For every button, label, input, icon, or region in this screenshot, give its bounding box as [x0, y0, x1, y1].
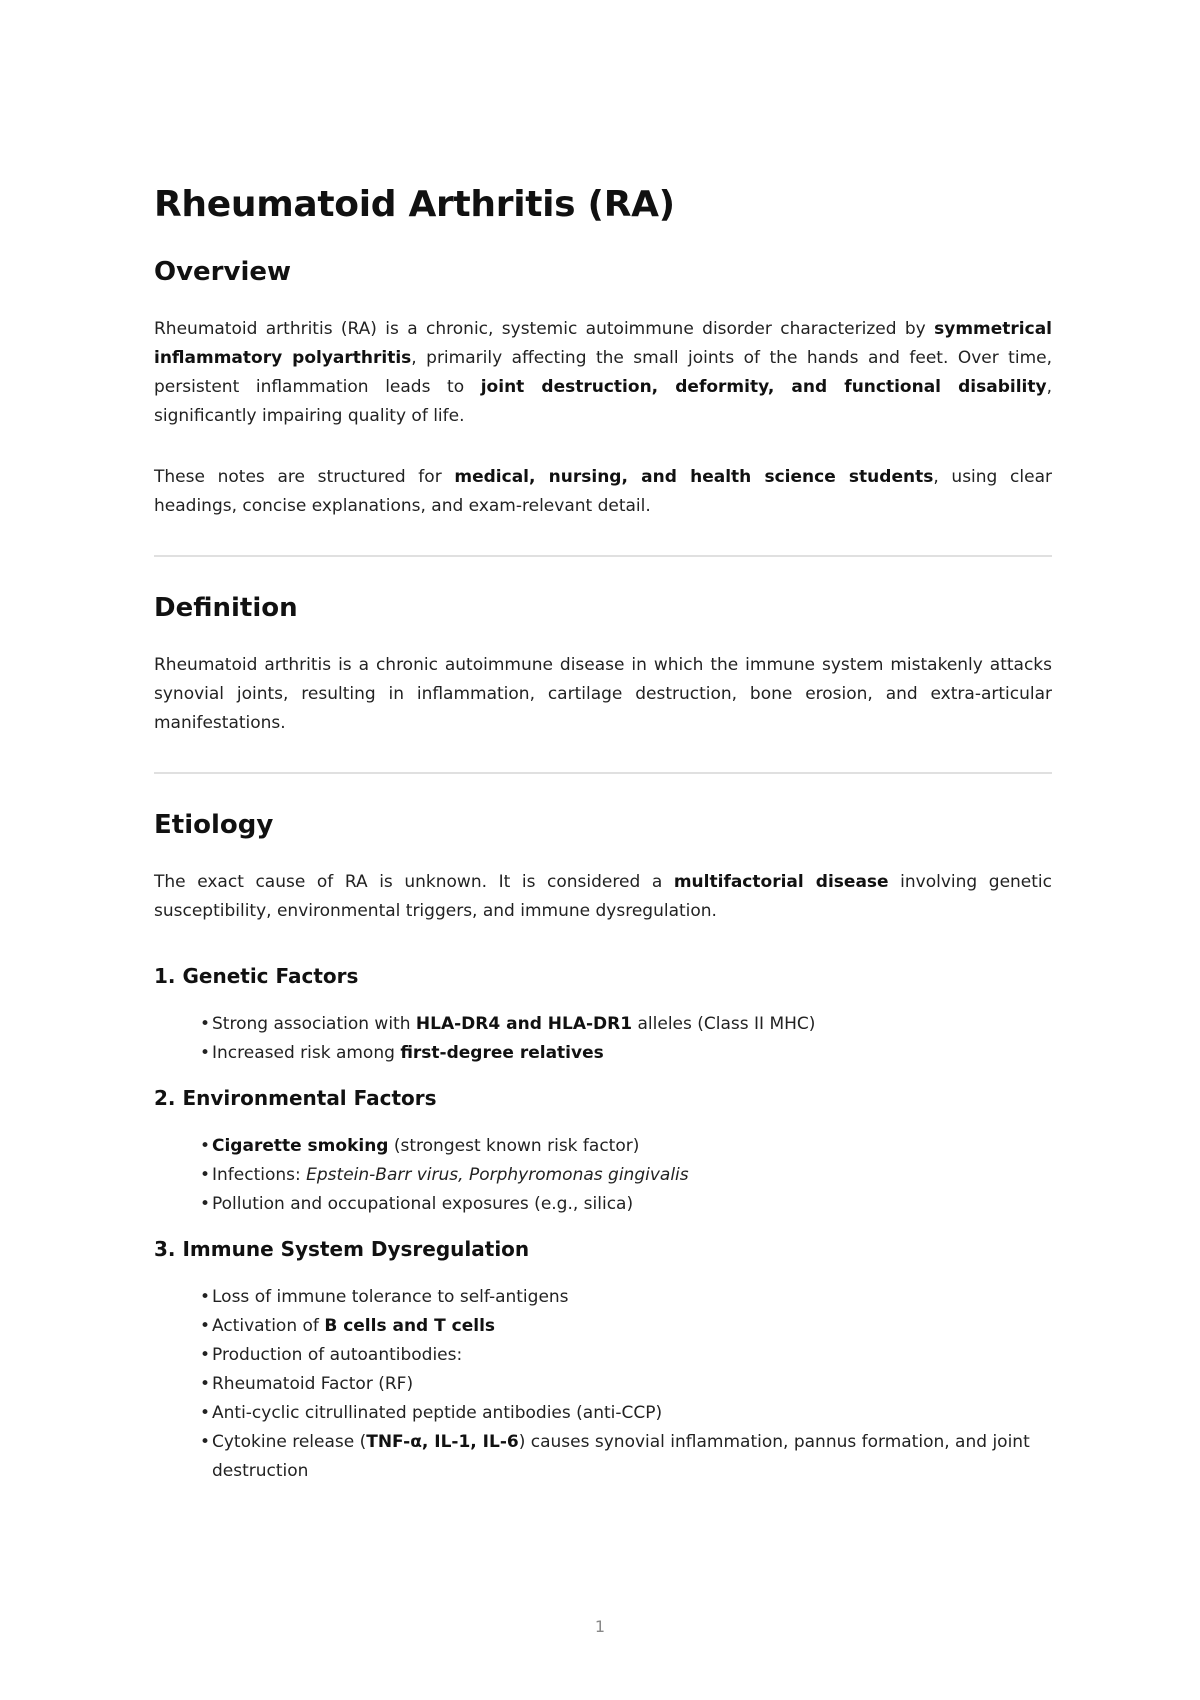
list-item: • Increased risk among first-degree relatives	[200, 1039, 1052, 1068]
overview-paragraph-1: Rheumatoid arthritis (RA) is a chronic, systemic autoimmune disorder characterized by symmetrical inflammatory polyarthritis, primarily affecting the small joints of the hands and feet. Over time, persistent inflammation leads to joint destruction, deformity, and functional disability, significantly impairing quality of life.	[154, 319, 1052, 426]
immune-dysregulation-heading: 3. Immune System Dysregulation	[154, 1237, 530, 1261]
list-item: • Activation of B cells and T cells	[200, 1312, 1052, 1341]
section-divider	[154, 555, 1052, 557]
environmental-factors-list	[154, 1132, 1052, 1219]
page-number: 1	[594, 1617, 606, 1636]
page-title: Rheumatoid Arthritis (RA)	[154, 184, 675, 225]
definition-paragraph: Rheumatoid arthritis is a chronic autoimmune disease in which the immune system mistakenly attacks synovial joints, resulting in inflammation, cartilage destruction, bone erosion, and extra-articular manifestations.	[154, 655, 1052, 733]
overview-paragraph-2: These notes are structured for medical, nursing, and health science students, using clear headings, concise explanations, and exam-relevant detail.	[154, 467, 1052, 516]
genetic-factors-heading: 1. Genetic Factors	[154, 964, 359, 988]
definition-heading: Definition	[154, 593, 298, 623]
document-content	[154, 184, 1052, 1504]
environmental-factors-heading: 2. Environmental Factors	[154, 1086, 437, 1110]
list-item: • Cytokine release (TNF-α, IL-1, IL-6) causes synovial inflammation, pannus formation, and joint destruction	[200, 1428, 1052, 1486]
overview-heading: Overview	[154, 257, 292, 287]
list-item: • Anti-cyclic citrullinated peptide antibodies (anti-CCP)	[200, 1399, 1052, 1428]
genetic-factors-list	[154, 1010, 1052, 1068]
list-item: • Production of autoantibodies:	[200, 1341, 1052, 1370]
etiology-intro: The exact cause of RA is unknown. It is considered a multifactorial disease involving genetic susceptibility, environmental triggers, and immune dysregulation.	[154, 872, 1053, 921]
section-divider	[154, 772, 1052, 774]
immune-dysregulation-list	[154, 1283, 1052, 1486]
list-item: • Infections: Epstein-Barr virus, Porphyromonas gingivalis	[200, 1161, 1052, 1190]
etiology-heading: Etiology	[154, 810, 274, 840]
list-item: • Cigarette smoking (strongest known risk factor)	[200, 1132, 1052, 1161]
list-item: • Pollution and occupational exposures (e.g., silica)	[200, 1190, 1052, 1219]
list-item: • Rheumatoid Factor (RF)	[200, 1370, 1052, 1399]
list-item: • Strong association with HLA-DR4 and HLA-DR1 alleles (Class II MHC)	[200, 1010, 1052, 1039]
list-item: • Loss of immune tolerance to self-antigens	[200, 1283, 1052, 1312]
